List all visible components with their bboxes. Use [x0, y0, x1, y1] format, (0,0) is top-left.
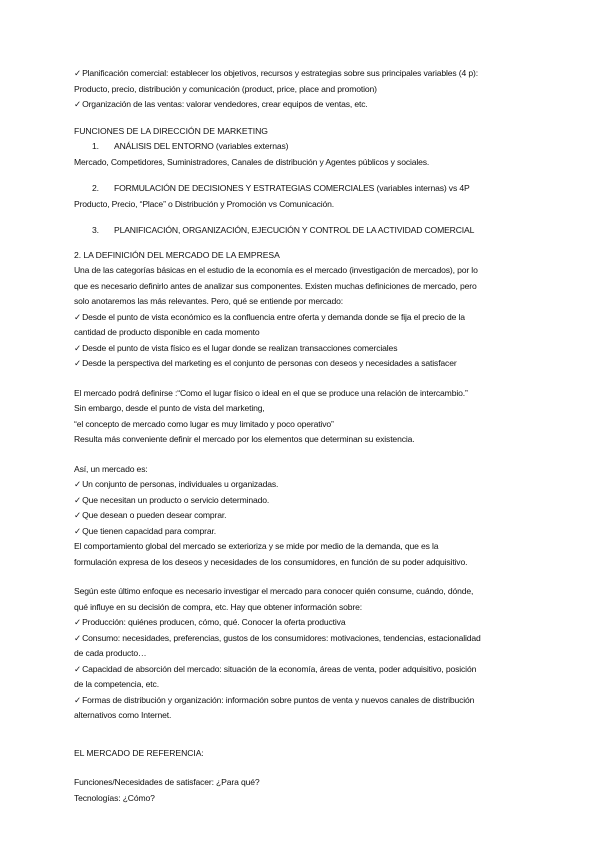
checkmark-icon: ✓ — [74, 479, 82, 489]
paragraph-line: Sin embargo, desde el punto de vista del marketing, — [74, 403, 265, 413]
bullet-line: ✓Que necesitan un producto o servicio determinado. — [74, 494, 270, 505]
bullet-line: ✓Consumo: necesidades, preferencias, gustos de los consumidores: motivaciones, tendencias, estacionalidad — [74, 632, 481, 643]
paragraph-line: El mercado podrá definirse :“Como el lugar físico o ideal en el que se produce una relación de intercambio.” — [74, 387, 468, 398]
bullet-line: alternativos como Internet. — [74, 710, 172, 720]
checkmark-icon: ✓ — [74, 663, 82, 674]
bullet-line: cantidad de producto disponible en cada momento — [74, 327, 260, 337]
section-heading: 2. LA DEFINICIÓN DEL MERCADO DE LA EMPRESA — [74, 249, 280, 260]
paragraph-line: “el concepto de mercado como lugar es muy limitado y poco operativo” — [74, 418, 334, 429]
definirse-section — [74, 386, 534, 448]
numbered-description: Mercado, Competidores, Suministradores, Canales de distribución y Agentes públicos y sociales. — [74, 156, 430, 167]
checkmark-icon: ✓ — [74, 342, 82, 353]
section-heading: EL MERCADO DE REFERENCIA: — [74, 747, 204, 758]
intro-line: Producto, precio, distribución y comunicación (product, price, place and promotion) — [74, 83, 377, 94]
bullet-line: ✓Desde el punto de vista económico es la confluencia entre oferta y demanda donde se fija el precio de la — [74, 311, 465, 322]
paragraph-line: Según este último enfoque es necesario investigar el mercado para conocer quién consume, cuándo, dónde, — [74, 586, 474, 596]
checkmark-icon: ✓ — [74, 99, 82, 109]
section-heading: FUNCIONES DE LA DIRECCIÓN DE MARKETING — [74, 125, 268, 136]
paragraph-line: Resulta más conveniente definir el mercado por los elementos que determinan su existencia. — [74, 434, 415, 444]
paragraph-line: formulación expresa de los deseos y necesidades de los consumidores, en función de su poder adquisitivo. — [74, 556, 468, 567]
document-page — [74, 66, 534, 806]
enfoque-section — [74, 584, 534, 724]
checkmark-icon: ✓ — [74, 510, 82, 520]
numbered-heading: 1. ANÁLISIS DEL ENTORNO (variables externas) — [92, 141, 289, 151]
checkmark-icon: ✓ — [74, 358, 82, 368]
checkmark-icon: ✓ — [74, 68, 82, 78]
paragraph-line: que es necesario definirlo antes de analizar sus componentes. Existen muchas definiciones de mercado, pero — [74, 280, 477, 291]
intro-line: ✓Organización de las ventas: valorar vendedores, crear equipos de ventas, etc. — [74, 99, 368, 109]
funciones-section — [74, 124, 534, 239]
checkmark-icon: ✓ — [74, 632, 82, 643]
paragraph-line: Una de las categorías básicas en el estudio de la economía es el mercado (investigación de mercados), por lo — [74, 265, 478, 275]
numbered-description: Producto, Precio, “Place” o Distribución y Promoción vs Comunicación. — [74, 198, 334, 209]
numbered-heading: 3. PLANIFICACIÓN, ORGANIZACIÓN, EJECUCIÓN Y CONTROL DE LA ACTIVIDAD COMERCIAL — [92, 225, 475, 235]
numbered-heading: 2. FORMULACIÓN DE DECISIONES Y ESTRATEGIAS COMERCIALES (variables internas) vs 4P — [92, 183, 470, 193]
bullet-line: ✓Que tienen capacidad para comprar. — [74, 525, 216, 536]
checkmark-icon: ✓ — [74, 311, 82, 322]
bullet-line: ✓Que desean o pueden desear comprar. — [74, 510, 227, 520]
bullet-line: de la competencia, etc. — [74, 679, 159, 689]
definicion-section — [74, 248, 534, 372]
referencia-section — [74, 746, 534, 807]
paragraph-line: Así, un mercado es: — [74, 463, 148, 474]
bullet-line: de cada producto… — [74, 648, 147, 658]
checkmark-icon: ✓ — [74, 525, 82, 536]
paragraph-line: qué influye en su decisión de compra, etc. Hay que obtener información sobre: — [74, 601, 362, 612]
checkmark-icon: ✓ — [74, 617, 82, 627]
paragraph-line: Tecnologías: ¿Cómo? — [74, 792, 155, 803]
paragraph-line: Funciones/Necesidades de satisfacer: ¿Para qué? — [74, 777, 260, 787]
bullet-line: ✓Formas de distribución y organización: información sobre puntos de venta y nuevos canales de distribución — [74, 694, 475, 705]
bullet-line: ✓Capacidad de absorción del mercado: situación de la economía, áreas de venta, poder adquisitivo, posición — [74, 663, 477, 674]
bullet-line: ✓Producción: quiénes producen, cómo, qué. Conocer la oferta productiva — [74, 617, 346, 627]
intro-section — [74, 66, 534, 113]
checkmark-icon: ✓ — [74, 494, 82, 505]
asi-section — [74, 462, 534, 571]
bullet-line: ✓Desde la perspectiva del marketing es el conjunto de personas con deseos y necesidades a satisfacer — [74, 358, 457, 368]
paragraph-line: El comportamiento global del mercado se exterioriza y se mide por medio de la demanda, que es la — [74, 541, 439, 551]
intro-line: ✓Planificación comercial: establecer los objetivos, recursos y estrategias sobre sus principales variables (4 p): — [74, 68, 478, 78]
bullet-line: ✓Desde el punto de vista físico es el lugar donde se realizan transacciones comerciales — [74, 342, 398, 353]
bullet-line: ✓Un conjunto de personas, individuales u organizadas. — [74, 479, 279, 489]
paragraph-line: solo anotaremos las más relevantes. Pero, qué se entiende por mercado: — [74, 296, 343, 306]
checkmark-icon: ✓ — [74, 694, 82, 705]
